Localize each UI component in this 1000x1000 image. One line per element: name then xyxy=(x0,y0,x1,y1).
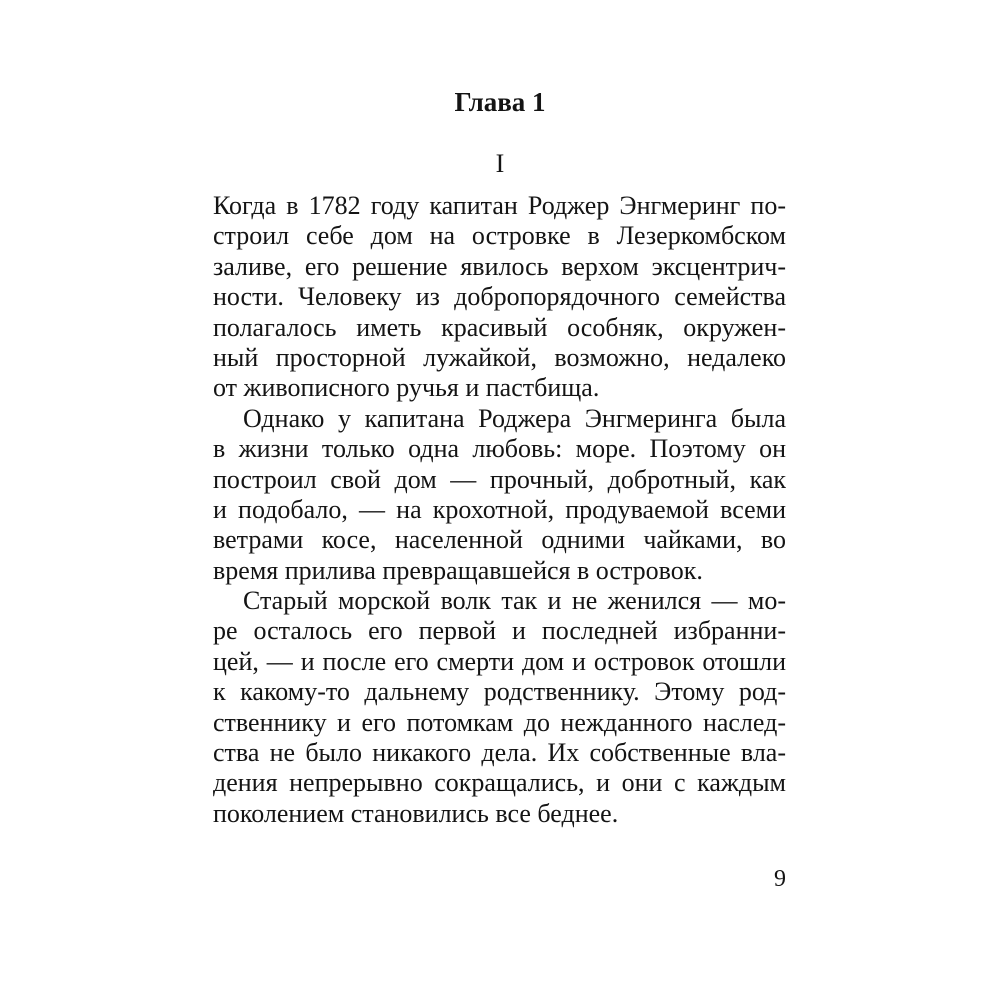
text-line: в жизни только одна любовь: море. Поэтому он xyxy=(213,434,786,464)
text-line: время прилива превращавшейся в островок. xyxy=(213,555,703,585)
paragraph-2 xyxy=(213,404,786,586)
text-line: дения непрерывно сокращались, и они с каждым xyxy=(213,768,786,798)
paragraph-1 xyxy=(213,191,786,404)
text-line: от живописного ручья и пастбища. xyxy=(213,373,600,403)
text-line: заливе, его решение явилось верхом эксцентрич- xyxy=(213,251,786,281)
chapter-title: Глава 1 xyxy=(454,87,546,117)
text-line: цей, — и после его смерти дом и островок отошли xyxy=(213,646,786,676)
text-line: поколением становились все беднее. xyxy=(213,798,619,828)
page-number: 9 xyxy=(774,866,786,892)
text-line: ный просторной лужайкой, возможно, недалеко xyxy=(213,342,786,372)
paragraph-3 xyxy=(213,586,786,829)
text-line: к какому-то дальнему родственнику. Этому род- xyxy=(213,677,786,707)
text-line: Старый морской волк так и не женился — мо- xyxy=(243,586,786,616)
text-line: ветрами косе, населенной одними чайками, во xyxy=(213,525,786,555)
text-line: ственнику и его потомкам до нежданного наслед- xyxy=(213,707,786,737)
text-line: Когда в 1782 году капитан Роджер Энгмеринг по- xyxy=(213,191,786,220)
section-number: I xyxy=(495,149,505,178)
text-line: построил свой дом — прочный, добротный, как xyxy=(213,464,786,494)
body-text xyxy=(213,191,786,829)
text-line: ности. Человеку из добропорядочного семейства xyxy=(213,282,786,312)
text-line: Однако у капитана Роджера Энгмеринга была xyxy=(243,403,786,433)
text-line: полагалось иметь красивый особняк, окружен- xyxy=(213,312,786,342)
text-line: ства не было никакого дела. Их собственные вла- xyxy=(213,738,786,768)
text-line: строил себе дом на островке в Лезеркомбском xyxy=(213,221,786,251)
text-line: и подобало, — на крохотной, продуваемой всеми xyxy=(213,494,786,524)
text-line: ре осталось его первой и последней избранни- xyxy=(213,616,786,646)
